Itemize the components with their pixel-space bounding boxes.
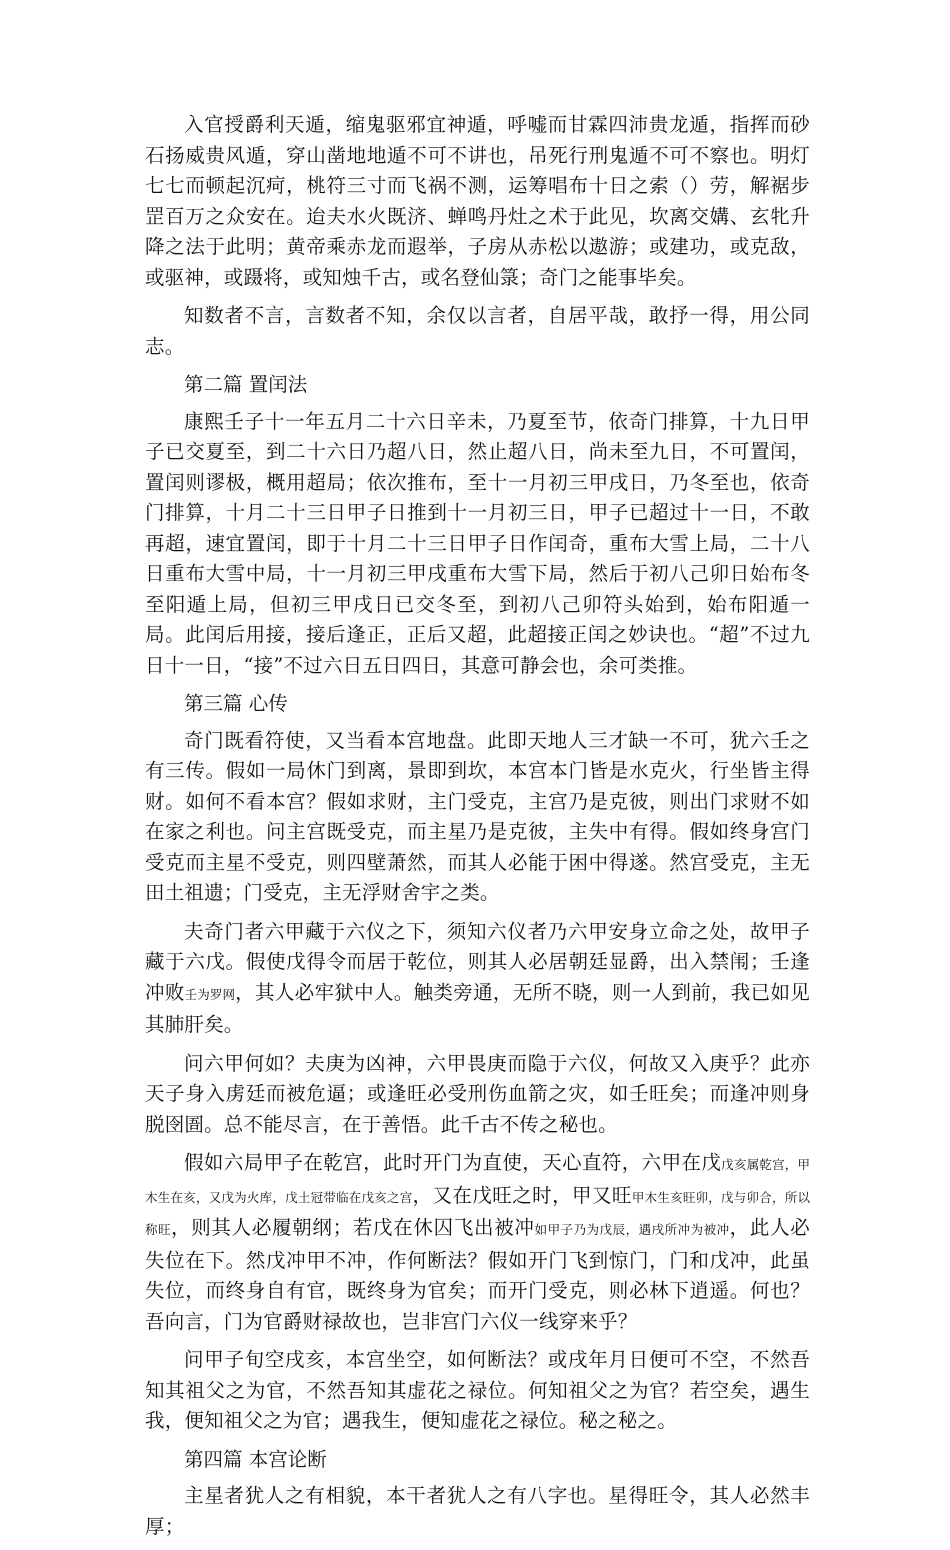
inline-annotation: 壬为罗网: [184, 986, 236, 1002]
paragraph-knowing-numbers: 知数者不言，言数者不知，余仅以言者，自居平哉，敢抒一得，用公同志。: [145, 304, 810, 358]
paragraph-six-jia-question: 问六甲何如？夫庚为凶神，六甲畏庚而隐于六仪，何故又入庚乎？此亦天子身入虏廷而被危逼；或逢旺必受刑伤血箭之灾，如壬旺矣；而逢冲则身脱囹圄。总不能尽言，在于善悟。此千古不传之秘也。: [145, 1051, 810, 1136]
paragraph-void-question: 问甲子旬空戌亥，本宫坐空，如何断法？或戌年月日便可不空，不然吾知其祖父之为官，不然吾知其虚花之禄位。何知祖父之为官？若空矣，遇生我，便知祖父之为官；遇我生，便知虚花之禄位。秘之秘之。: [145, 1348, 810, 1432]
inline-annotation: 甲木生亥旺卯，戊与卯合，所以称旺: [145, 1189, 810, 1237]
text-segment: 夫奇门者六甲藏于六仪之下，须知六仪者乃六甲安身立命之处，故甲子藏于六戊。假使戊得令而居于乾位，则其人必居朝廷显爵，出入禁闱；壬逢冲败: [145, 919, 810, 1004]
text-segment: ，其人必牢狱中人。触类旁通，无所不晓，则一人到前，我已如见其肺肝矣。: [145, 980, 810, 1036]
paragraph-dun-methods: 入官授爵利天遁，缩鬼驱邪宜神遁，呼嘘而甘霖四沛贵龙遁，指挥而砂石扬威贵风遁，穿山凿地地遁不可不讲也，吊死行刑鬼遁不可不察也。明灯七七而顿起沉疴，桃符三寸而飞祸不测，运筹唱布十日之索（）劳，解裾步罡百万之众安在。迨夫水火既济、蝉鸣丹灶之术于此见，坎离交媾、玄牝升降之法于此明；黄帝乘赤龙而遐举，子房从赤松以遨游；或建功，或克敌，或驱神，或蹑将，或知烛千古，或名登仙箓；奇门之能事毕矣。: [145, 113, 810, 289]
text-segment: 假如六局甲子在乾宫，此时开门为直使，天心直符，六甲在戊: [184, 1151, 722, 1174]
section-heading-4: 第四篇 本宫论断: [184, 1447, 327, 1471]
section-heading-3: 第三篇 心传: [184, 692, 288, 715]
text-segment: ，此人必失位在下。然戊冲甲不冲，作何断法？假如开门飞到惊门，门和戊冲，此虽失位，而终身自有官，既终身为官矣；而开门受克，则必林下逍遥。何也？吾向言，门为官爵财禄故也，岂非宫门六仪一线穿来乎？: [145, 1216, 810, 1333]
paragraph-sixth-ju-example: [145, 1148, 810, 1337]
paragraph-six-jia: [145, 917, 810, 1041]
text-segment: ，则其人必履朝纲；若戊在休囚飞出被冲: [171, 1216, 535, 1239]
paragraph-heart-transmission: 奇门既看符使，又当看本宫地盘。此即天地人三才缺一不可，犹六壬之有三传。假如一局休门到离，景即到坎，本宫本门皆是水克火，行坐皆主得财。如何不看本宫？假如求财，主门受克，主宫乃是克彼，则出门求财不如在家之利也。问主宫既受克，而主星乃是克彼，主失中有得。假如终身宫门受克而主星不受克，则四壁萧然，而其人必能于困中得遂。然宫受克，主无田土祖遗；门受克，主无浮财舍宇之类。: [145, 728, 810, 904]
section-heading-2: 第二篇 置闰法: [184, 373, 308, 396]
inline-annotation: 戊亥属乾宫，甲木生在亥，又戊为火库，戊土冠带临在戊亥之宫: [145, 1157, 810, 1205]
paragraph-main-star: 主星者犹人之有相貌，本干者犹人之有八字也。星得旺令，其人必然丰厚；: [145, 1484, 810, 1538]
inline-annotation: 如甲子乃为戊辰，遇戌所冲为被冲: [534, 1222, 730, 1237]
text-segment: ，又在戊旺之时，甲又旺: [412, 1183, 632, 1207]
document-body: [145, 110, 810, 1550]
paragraph-leap-method: 康熙壬子十一年五月二十六日辛未，乃夏至节，依奇门排算，十九日甲子已交夏至，到二十六日乃超八日，然止超八日，尚未至九日，不可置闰，置闰则谬极，概用超局；依次推布，至十一月初三甲戌日，乃冬至也，依奇门排算，十月二十三日甲子日推到十一月初三日，甲子已超过十一日，不敢再超，速宜置闰，即于十月二十三日甲子日作闰奇，重布大雪上局，二十八日重布大雪中局，十一月初三甲戌重布大雪下局，然后于初八己卯日始布冬至阳遁上局，但初三甲戌日已交冬至，到初八己卯符头始到，始布阳遁一局。此闰后用接，接后逢正，正后又超，此超接正闰之妙诀也。“超”不过九日十一日，“接”不过六日五日四日，其意可静会也，余可类推。: [145, 409, 810, 677]
